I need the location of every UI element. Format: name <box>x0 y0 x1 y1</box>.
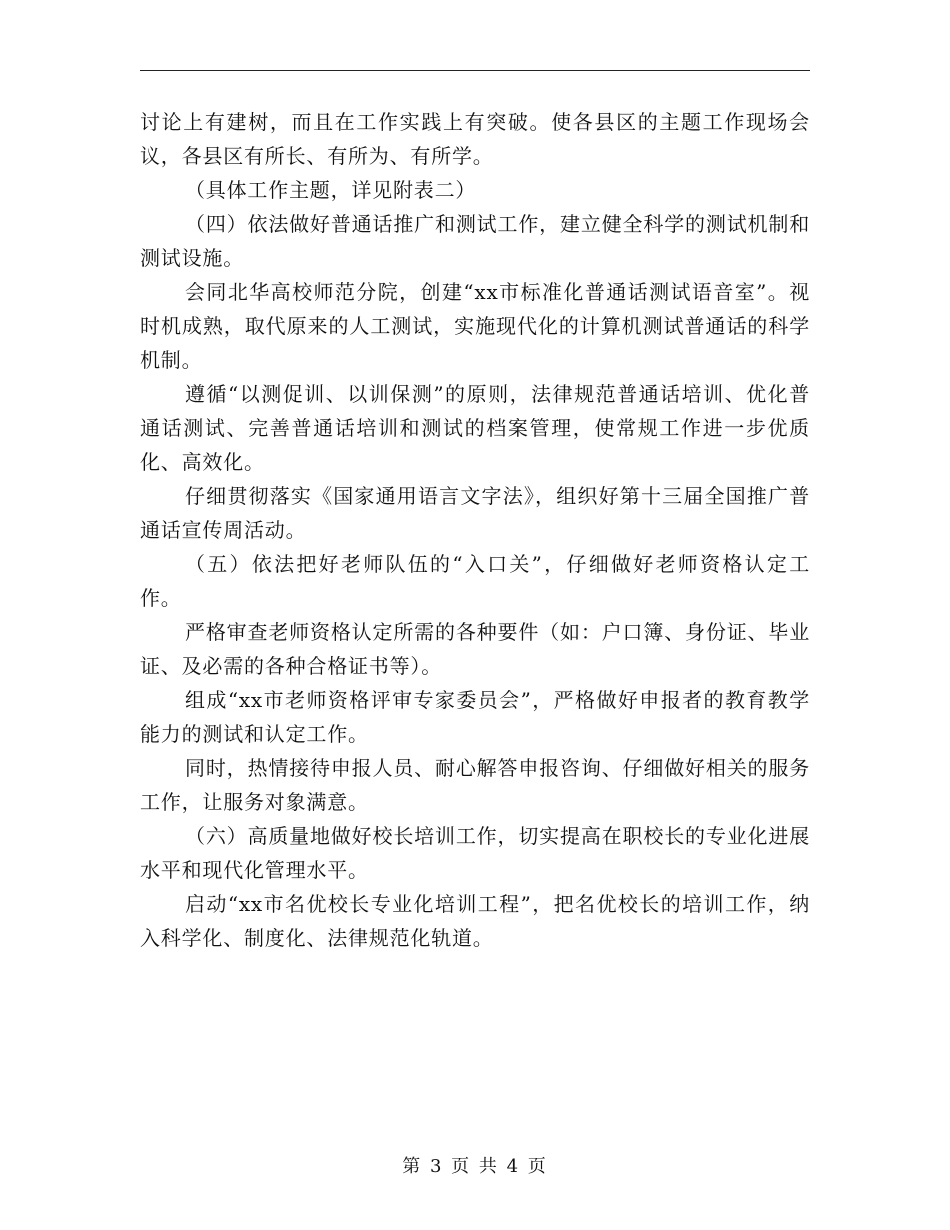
paragraph: 讨论上有建树，而且在工作实践上有突破。使各县区的主题工作现场会议，各县区有所长、有所为、有所学。 <box>140 110 810 168</box>
paragraph: 遵循“以测促训、以训保测”的原则，法律规范普通话培训、优化普通话测试、完善普通话培训和测试的档案管理，使常规工作进一步优质化、高效化。 <box>140 382 810 474</box>
section-heading-6: （六）高质量地做好校长培训工作，切实提高在职校长的专业化进展水平和现代化管理水平。 <box>140 824 810 882</box>
section-heading-5: （五）依法把好老师队伍的“入口关”，仔细做好老师资格认定工作。 <box>140 552 810 610</box>
paragraph: 组成“xx市老师资格评审专家委员会”，严格做好申报者的教育教学能力的测试和认定工作。 <box>140 688 810 746</box>
section-heading-4: （四）依法做好普通话推广和测试工作，建立健全科学的测试机制和测试设施。 <box>140 212 810 270</box>
paragraph: 会同北华高校师范分院，创建“xx市标准化普通话测试语音室”。视时机成熟，取代原来的人工测试，实施现代化的计算机测试普通话的科学机制。 <box>140 280 810 372</box>
paragraph: 仔细贯彻落实《国家通用语言文字法》，组织好第十三届全国推广普通话宣传周活动。 <box>140 484 810 542</box>
page-number-footer: 第 3 页 共 4 页 <box>402 1156 548 1177</box>
header-rule <box>140 70 810 71</box>
paragraph: 严格审查老师资格认定所需的各种要件（如：户口簿、身份证、毕业证、及必需的各种合格证书等）。 <box>140 620 810 678</box>
paragraph: 同时，热情接待申报人员、耐心解答申报咨询、仔细做好相关的服务工作，让服务对象满意。 <box>140 756 810 814</box>
paragraph: 启动“xx市名优校长专业化培训工程”，把名优校长的培训工作，纳入科学化、制度化、法律规范化轨道。 <box>140 892 810 950</box>
paragraph: （具体工作主题，详见附表二） <box>185 178 477 202</box>
document-body <box>140 105 810 955</box>
